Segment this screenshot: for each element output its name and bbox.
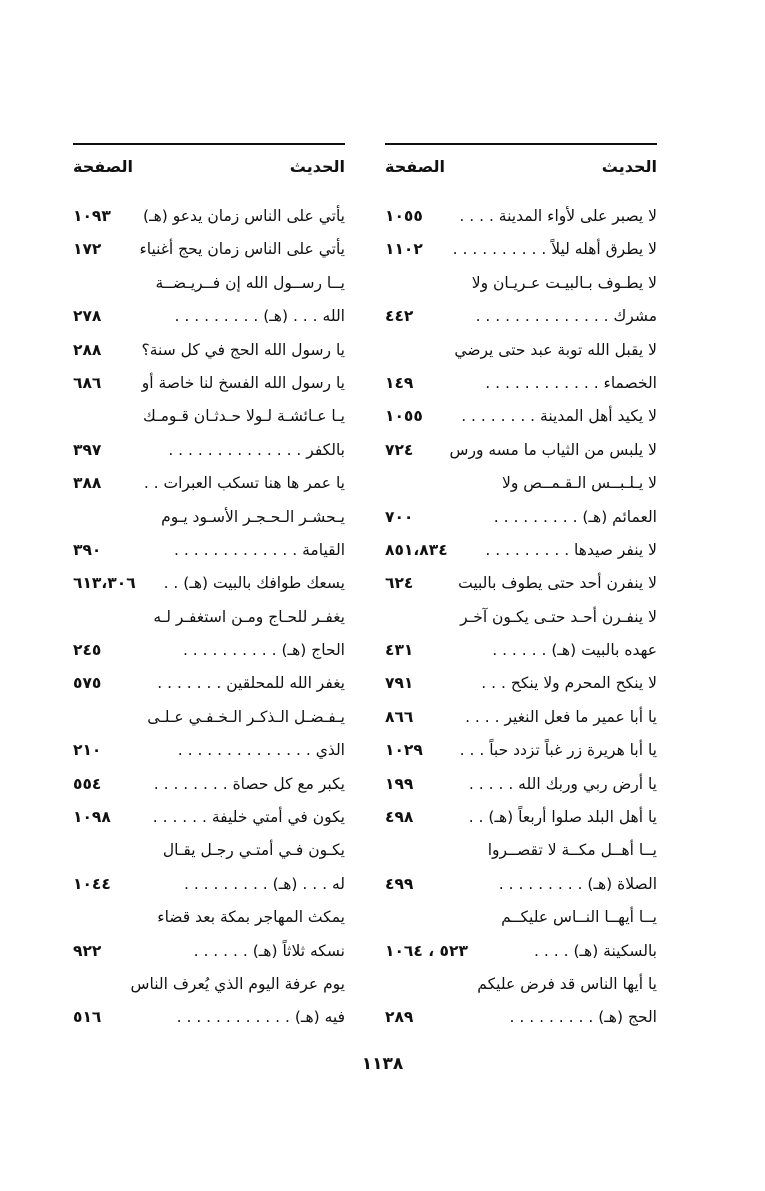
hadith-text: لا يطرق أهله ليلاً . . . . . . . . . . <box>452 240 657 259</box>
index-entry <box>73 734 345 767</box>
page-ref: ١٠٥٥ <box>385 407 423 426</box>
page-ref: ٤٩٩ <box>385 874 414 893</box>
index-entry <box>385 501 657 534</box>
hadith-text: يا أبا عمير ما فعل النغير . . . . <box>465 707 657 726</box>
page-ref: ٨٥١،٨٣٤ <box>385 540 448 559</box>
entry-list <box>73 200 345 1035</box>
hadith-text: العمائم (هـ) . . . . . . . . . <box>493 507 657 526</box>
page-ref: ٩٢٢ <box>73 941 102 960</box>
hadith-text: عهده بالبيت (هـ) . . . . . . <box>492 641 657 660</box>
hadith-text: الذي . . . . . . . . . . . . . . <box>177 741 345 760</box>
index-entry <box>73 935 345 968</box>
index-entry <box>385 233 657 266</box>
index-entry <box>73 334 345 367</box>
hadith-text: يغفـر للحـاج ومـن استغفـر لـه <box>153 607 345 626</box>
index-entry <box>385 334 657 367</box>
hadith-text: يـفـضـل الـذكـر الـخـفـي عـلـى <box>147 707 345 726</box>
index-entry <box>73 834 345 867</box>
hadith-text: يا أهل البلد صلوا أربعاً (هـ) . . <box>468 808 657 827</box>
hadith-text: يوم عرفة اليوم الذي يُعرف الناس <box>130 974 345 993</box>
page-ref: ١٠٩٣ <box>73 207 111 225</box>
index-entry <box>73 400 345 433</box>
hadith-text: يا عمر ها هنا تسكب العبرات . . <box>143 474 345 493</box>
page-ref: ٢٨٩ <box>385 1008 414 1027</box>
hadith-text: يكبر مع كل حصاة . . . . . . . . <box>153 774 345 793</box>
page-ref: ١١٠٢ <box>385 240 423 259</box>
index-entry <box>73 901 345 934</box>
index-entry <box>385 1001 657 1034</box>
page-ref: ٧٠٠ <box>385 507 414 526</box>
index-entry <box>385 935 657 968</box>
index-entry <box>73 801 345 834</box>
page-ref: ٤٤٢ <box>385 307 414 326</box>
page-ref: ١٠٩٨ <box>73 808 111 827</box>
index-entry <box>385 467 657 500</box>
index-entry <box>385 801 657 834</box>
hadith-header: الحديث <box>289 157 345 176</box>
hadith-text: يــا رســول الله إن فــريـضــة <box>155 273 345 292</box>
hadith-text: لا ينفـرن أحـد حتـى يكـون آخـر <box>460 607 657 626</box>
index-entry <box>385 701 657 734</box>
hadith-text: فيه (هـ) . . . . . . . . . . . . <box>176 1008 345 1027</box>
hadith-text: لا يصبر على لأواء المدينة . . . . <box>459 207 657 225</box>
index-entry <box>73 1001 345 1034</box>
index-entry <box>385 734 657 767</box>
hadith-text: يكون في أمتي خليفة . . . . . . <box>152 808 345 827</box>
page-ref: ٣٩٠ <box>73 540 102 559</box>
hadith-text: يا أيها الناس قد فرض عليكم <box>477 974 657 993</box>
hadith-text: يا رسول الله الفسخ لنا خاصة أو <box>141 373 345 392</box>
hadith-text: لا يكيد أهل المدينة . . . . . . . . <box>461 407 657 426</box>
page-ref: ٧٩١ <box>385 674 414 693</box>
hadith-text: يكـون فـي أمتـي رجـل يقـال <box>162 841 345 860</box>
hadith-text: لا ينفر صيدها . . . . . . . . . <box>485 540 657 559</box>
index-entry <box>385 601 657 634</box>
hadith-text: لا يلبس من الثياب ما مسه ورس <box>449 440 657 459</box>
page-header: الصفحة <box>385 157 446 176</box>
hadith-text: مشرك . . . . . . . . . . . . . . <box>475 307 657 326</box>
hadith-text: يأتي على الناس زمان يحج أغنياء <box>139 240 345 259</box>
index-entry <box>385 834 657 867</box>
index-entry <box>73 567 345 600</box>
hadith-text: يا أرض ربي وربك الله . . . . . <box>468 774 657 793</box>
page-ref: ٦٨٦ <box>73 373 102 392</box>
index-entry <box>385 868 657 901</box>
index-entry <box>73 200 345 233</box>
index-entry <box>73 467 345 500</box>
page-ref: ٣٨٨ <box>73 474 102 493</box>
index-entry <box>73 233 345 266</box>
index-entry <box>385 901 657 934</box>
index-entry <box>73 667 345 700</box>
index-entry <box>73 768 345 801</box>
index-entry <box>385 200 657 233</box>
index-entry <box>73 968 345 1001</box>
hadith-text: يمكث المهاجر بمكة بعد قضاء <box>157 908 345 927</box>
index-entry <box>385 667 657 700</box>
index-entry <box>73 634 345 667</box>
page-ref: ٥٢٣ ، ١٠٦٤ <box>385 941 468 960</box>
page-ref: ١٠٤٤ <box>73 874 111 893</box>
page-ref: ١٠٢٩ <box>385 741 423 760</box>
hadith-text: يـحشـر الـحـجـر الأسـود يـوم <box>161 507 345 526</box>
hadith-text: يــا أهــل مكــة لا تقصــروا <box>487 841 657 860</box>
index-entry <box>73 300 345 333</box>
index-entry <box>385 434 657 467</box>
index-entry <box>385 300 657 333</box>
index-entry <box>385 367 657 400</box>
page-ref: ١٩٩ <box>385 774 414 793</box>
index-entry <box>73 534 345 567</box>
index-entry <box>73 701 345 734</box>
hadith-text: الله . . . (هـ) . . . . . . . . . <box>174 307 345 326</box>
hadith-text: يـا عـائشـة لـولا حـدثـان قـومـك <box>143 407 345 426</box>
hadith-text: الخصماء . . . . . . . . . . . . <box>485 373 657 392</box>
hadith-text: يأتي على الناس زمان يدعو (هـ) <box>143 207 345 225</box>
hadith-text: لا يـلـبــس الـقـمــص ولا <box>502 474 657 493</box>
index-entry <box>385 768 657 801</box>
page-ref: ٢١٠ <box>73 741 102 760</box>
hadith-text: لا ينكح المحرم ولا ينكح . . . <box>481 674 657 693</box>
page-ref: ٧٢٤ <box>385 440 414 459</box>
hadith-text: يا أبا هريرة زر غباً تزدد حباً . . . <box>459 741 657 760</box>
page-ref: ١٤٩ <box>385 373 414 392</box>
column-header <box>73 157 345 183</box>
page-ref: ٢٧٨ <box>73 307 102 326</box>
hadith-text: نسكه ثلاثاً (هـ) . . . . . . <box>193 941 345 960</box>
hadith-text: القيامة . . . . . . . . . . . . . <box>174 540 345 559</box>
hadith-text: بالسكينة (هـ) . . . . <box>534 941 657 960</box>
hadith-text: لا ينفرن أحد حتى يطوف بالبيت <box>458 574 657 593</box>
index-entry <box>73 501 345 534</box>
index-entry <box>385 968 657 1001</box>
column-header <box>385 157 657 183</box>
page-ref: ٥٧٥ <box>73 674 102 693</box>
index-entry <box>385 634 657 667</box>
header-rule <box>73 143 345 145</box>
page-ref: ٣٩٧ <box>73 440 102 459</box>
page-ref: ٢٤٥ <box>73 641 102 660</box>
index-entry <box>73 868 345 901</box>
page-header: الصفحة <box>73 157 134 176</box>
page-ref: ٥٥٤ <box>73 774 102 793</box>
index-entry <box>385 400 657 433</box>
index-entry <box>73 434 345 467</box>
hadith-text: يا رسول الله الحج في كل سنة؟ <box>141 340 345 359</box>
page-number: ١١٣٨ <box>361 1054 404 1074</box>
hadith-text: يــا أيهــا النــاس عليكــم <box>501 908 657 927</box>
hadith-text: لا يطـوف بـالبيـت عـريـان ولا <box>471 273 657 292</box>
index-entry <box>73 601 345 634</box>
page-ref: ١٧٢ <box>73 240 102 259</box>
hadith-text: لا يقبل الله توبة عبد حتى يرضي <box>454 340 657 359</box>
index-entry <box>385 267 657 300</box>
page-ref: ٤٣١ <box>385 641 414 660</box>
page-ref: ٦١٣،٣٠٦ <box>73 574 136 593</box>
hadith-text: يسعك طوافك بالبيت (هـ) . . <box>163 574 345 593</box>
page-ref: ٦٢٤ <box>385 574 414 593</box>
hadith-text: الحاج (هـ) . . . . . . . . . . <box>182 641 345 660</box>
index-entry <box>73 267 345 300</box>
hadith-text: الصلاة (هـ) . . . . . . . . . <box>498 874 657 893</box>
index-entry <box>73 367 345 400</box>
hadith-text: الحج (هـ) . . . . . . . . . <box>509 1008 657 1027</box>
index-entry <box>385 534 657 567</box>
hadith-text: بالكفر . . . . . . . . . . . . . . <box>168 440 345 459</box>
index-entry <box>385 567 657 600</box>
header-rule <box>385 143 657 145</box>
page-ref: ٨٦٦ <box>385 707 414 726</box>
hadith-header: الحديث <box>601 157 657 176</box>
page-ref: ٥١٦ <box>73 1008 102 1027</box>
page-ref: ٢٨٨ <box>73 340 102 359</box>
hadith-text: يغفر الله للمحلقين . . . . . . . <box>157 674 345 693</box>
hadith-text: له . . . (هـ) . . . . . . . . . <box>183 874 345 893</box>
page-ref: ٤٩٨ <box>385 808 414 827</box>
page-ref: ١٠٥٥ <box>385 207 423 225</box>
entry-list <box>385 200 657 1035</box>
